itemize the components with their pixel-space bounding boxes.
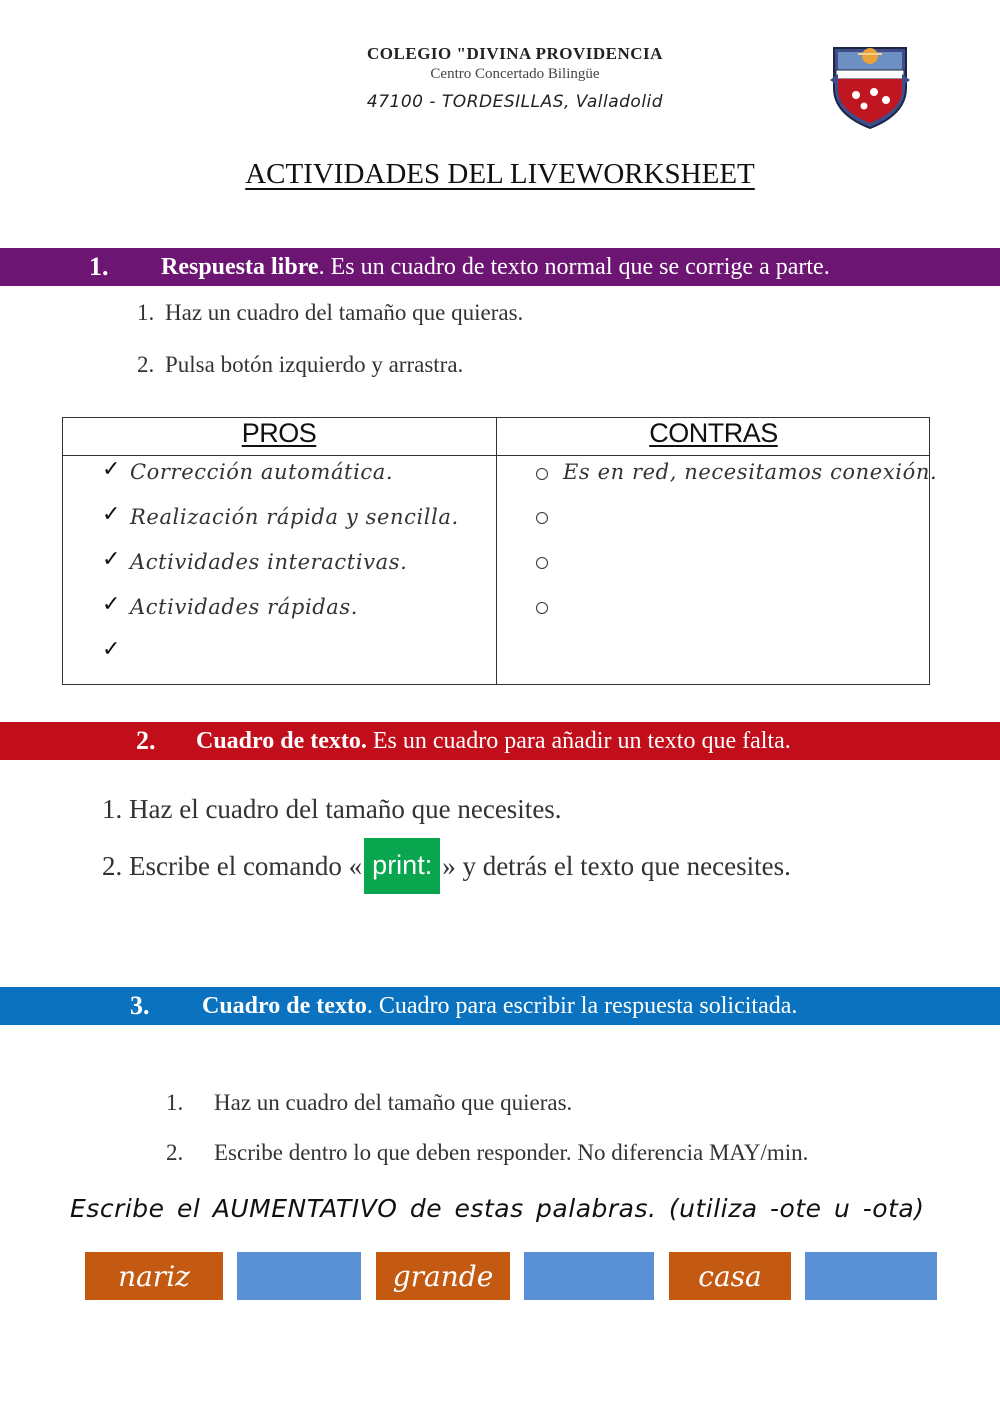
section-2-banner	[0, 722, 1000, 760]
school-name: COLEGIO "DIVINA PROVIDENCIA	[367, 44, 663, 63]
section-3-step-1-text: Haz un cuadro del tamaño que quieras.	[214, 1090, 573, 1115]
section-3-step-2-text: Escribe dentro lo que deben responder. No diferencia MAY/min.	[214, 1140, 809, 1165]
section-2-title: Cuadro de texto.	[196, 727, 367, 754]
section-3-banner	[0, 987, 1000, 1025]
circle-bullet-icon	[536, 468, 548, 480]
section-2-number: 2.	[136, 726, 156, 755]
section-2-description: Es un cuadro para añadir un texto que falta.	[366, 727, 791, 754]
pros-header: PROS	[241, 418, 317, 448]
contras-header: CONTRAS	[649, 418, 778, 448]
step-2-text-before: 2. Escribe el comando «	[102, 850, 363, 881]
step-text: Pulsa botón izquierdo y arrastra.	[165, 352, 464, 377]
section-1-step-2	[137, 352, 463, 378]
section-3-description: . Cuadro para escribir la respuesta solicitada.	[366, 992, 798, 1019]
answer-input-1[interactable]	[237, 1252, 361, 1300]
page-title: ACTIVIDADES DEL LIVEWORKSHEET	[245, 158, 755, 190]
section-3-step-1-number: 1.	[166, 1090, 184, 1115]
school-subtitle: Centro Concertado Bilingüe	[430, 66, 600, 82]
section-3-step-2-number: 2.	[166, 1140, 184, 1165]
answer-input-3[interactable]	[805, 1252, 937, 1300]
step-text: Haz un cuadro del tamaño que quieras.	[165, 300, 524, 325]
circle-bullet-icon	[536, 512, 548, 524]
school-crest-icon	[828, 40, 912, 130]
school-address: 47100 - TORDESILLAS, Valladolid	[366, 92, 664, 112]
step-number: 2.	[137, 352, 155, 377]
section-1-step-1	[137, 300, 523, 326]
word-casa: casa	[669, 1252, 791, 1300]
pro-item: Actividades rápidas.	[130, 595, 359, 619]
section-1-title: Respuesta libre	[161, 253, 319, 280]
section-1-description: . Es un cuadro de texto normal que se corrige a parte.	[318, 253, 830, 280]
circle-bullet-icon	[536, 557, 548, 569]
pro-item: Actividades interactivas.	[130, 550, 408, 574]
circle-bullet-icon	[536, 602, 548, 614]
check-icon: ✓	[102, 547, 121, 572]
check-icon: ✓	[102, 457, 121, 482]
pro-item: Realización rápida y sencilla.	[130, 505, 459, 529]
pro-item: Corrección automática.	[130, 460, 394, 484]
section-3-title: Cuadro de texto	[202, 992, 367, 1019]
check-icon: ✓	[102, 592, 121, 617]
step-2-text-after: » y detrás el texto que necesites.	[442, 850, 791, 881]
section-3-number: 3.	[130, 991, 150, 1020]
table-column-divider	[496, 417, 497, 685]
answer-input-2[interactable]	[524, 1252, 654, 1300]
table-header-divider	[62, 455, 930, 456]
exercise-instruction: Escribe el AUMENTATIVO de estas palabras. (utiliza -ote u -ota)	[70, 1194, 925, 1223]
word-grande: grande	[376, 1252, 510, 1300]
section-2-step-1: 1. Haz el cuadro del tamaño que necesites.	[102, 794, 562, 824]
section-1-number: 1.	[89, 252, 109, 281]
section-2-step-2	[102, 838, 791, 894]
print-text-gap[interactable]: print:	[364, 838, 440, 894]
word-nariz: nariz	[85, 1252, 223, 1300]
step-number: 1.	[137, 300, 155, 325]
contra-item: Es en red, necesitamos conexión.	[563, 460, 938, 484]
check-icon: ✓	[102, 502, 121, 527]
check-icon: ✓	[102, 637, 121, 662]
section-1-banner	[0, 248, 1000, 286]
